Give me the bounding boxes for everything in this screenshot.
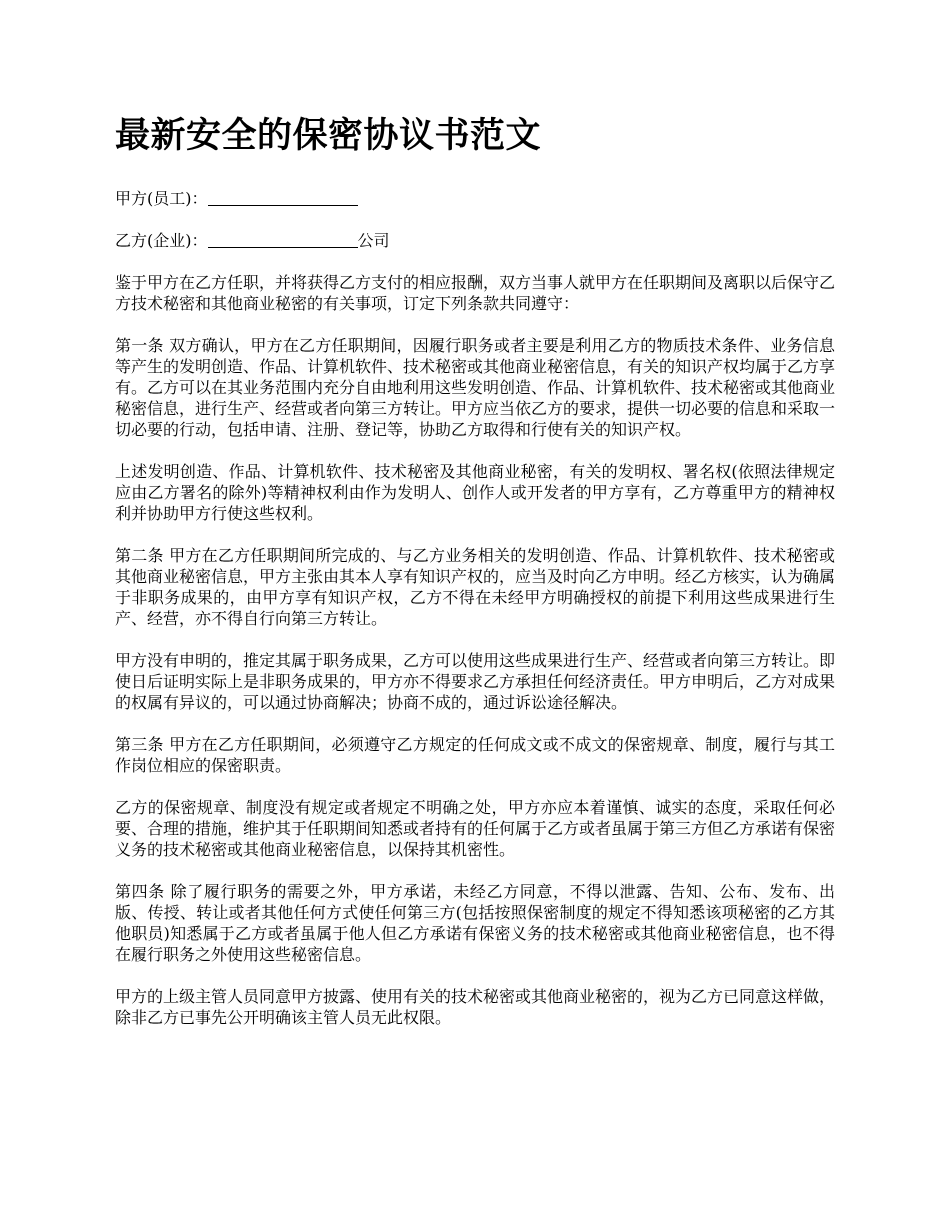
article-3-supplement-paragraph: 乙方的保密规章、制度没有规定或者规定不明确之处，甲方亦应本着谨慎、诚实的态度，采取任何必要、合理的措施，维护其于任职期间知悉或者持有的任何属于乙方或者虽属于第三方但乙方承诺有保密义务的技术秘密或其他商业秘密信息，以保持其机密性。 xyxy=(115,798,836,859)
party-a-label: 甲方(员工)： xyxy=(115,189,208,208)
document-title: 最新安全的保密协议书范文 xyxy=(115,116,542,156)
party-b-line xyxy=(115,230,835,251)
preamble-paragraph: 鉴于甲方在乙方任职，并将获得乙方支付的相应报酬，双方当事人就甲方在任职期间及离职以后保守乙方技术秘密和其他商业秘密的有关事项，订定下列条款共同遵守： xyxy=(115,273,836,313)
article-2-paragraph: 第二条 甲方在乙方任职期间所完成的、与乙方业务相关的发明创造、作品、计算机软件、技术秘密或其他商业秘密信息，甲方主张由其本人享有知识产权的，应当及时向乙方申明。经乙方核实，认为确属于非职务成果的，由甲方享有知识产权，乙方不得在未经甲方明确授权的前提下利用这些成果进行生产、经营，亦不得自行向第三方转让。 xyxy=(115,546,836,628)
party-a-blank xyxy=(208,189,358,206)
party-b-label: 乙方(企业)： xyxy=(115,231,208,250)
article-1-supplement-paragraph: 上述发明创造、作品、计算机软件、技术秘密及其他商业秘密，有关的发明权、署名权(依照法律规定应由乙方署名的除外)等精神权利由作为发明人、创作人或开发者的甲方享有，乙方尊重甲方的精神权利并协助甲方行使这些权利。 xyxy=(115,462,835,523)
article-4-supplement-paragraph: 甲方的上级主管人员同意甲方披露、使用有关的技术秘密或其他商业秘密的，视为乙方已同意这样做，除非乙方已事先公开明确该主管人员无此权限。 xyxy=(115,987,836,1027)
article-3-paragraph: 第三条 甲方在乙方任职期间，必须遵守乙方规定的任何成文或不成文的保密规章、制度，履行与其工作岗位相应的保密职责。 xyxy=(115,735,835,775)
party-b-blank xyxy=(208,231,358,248)
article-1-paragraph: 第一条 双方确认，甲方在乙方任职期间，因履行职务或者主要是利用乙方的物质技术条件、业务信息等产生的发明创造、作品、计算机软件、技术秘密或其他商业秘密信息，有关的知识产权均属于乙方享有。乙方可以在其业务范围内充分自由地利用这些发明创造、作品、计算机软件、技术秘密或其他商业秘密信息，进行生产、经营或者向第三方转让。甲方应当依乙方的要求，提供一切必要的信息和采取一切必要的行动，包括申请、注册、登记等，协助乙方取得和行使有关的知识产权。 xyxy=(115,336,836,439)
article-2-supplement-paragraph: 甲方没有申明的，推定其属于职务成果，乙方可以使用这些成果进行生产、经营或者向第三方转让。即使日后证明实际上是非职务成果的，甲方亦不得要求乙方承担任何经济责任。甲方申明后，乙方对成果的权属有异议的，可以通过协商解决；协商不成的，通过诉讼途径解决。 xyxy=(115,651,836,712)
party-b-suffix: 公司 xyxy=(357,231,390,250)
article-4-paragraph: 第四条 除了履行职务的需要之外，甲方承诺，未经乙方同意，不得以泄露、告知、公布、发布、出版、传授、转让或者其他任何方式使任何第三方(包括按照保密制度的规定不得知悉该项秘密的乙方其他职员)知悉属于乙方或者虽属于他人但乙方承诺有保密义务的技术秘密或其他商业秘密信息，也不得在履行职务之外使用这些秘密信息。 xyxy=(115,882,835,964)
party-a-line xyxy=(115,188,835,209)
